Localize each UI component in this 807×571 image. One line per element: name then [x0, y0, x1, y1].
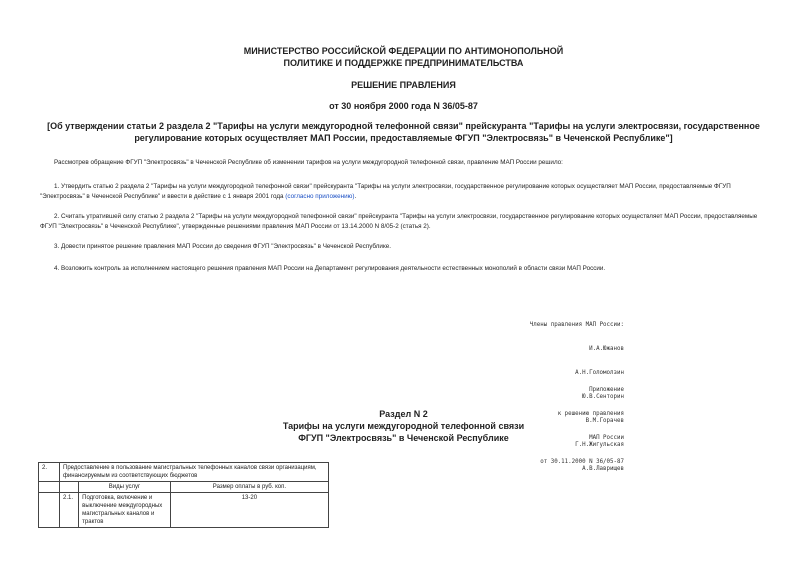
article-text-cell: Предоставление в пользование магистральных телефонных каналов связи организациям, финансируемым из соответствующих бюджетов [60, 463, 329, 482]
appendix-line2: к решению правления [557, 411, 624, 417]
appendix-line4: от 30.11.2000 N 36/05-87 [540, 459, 624, 465]
tariff-table [38, 462, 329, 528]
signature-name: И.А.Южанов [589, 346, 624, 352]
intro-paragraph: Рассмотрев обращение ФГУП "Электросвязь" в Чеченской Республике об изменении тарифов на услуги междугородной телефонной связи, правление МАП России решило: [54, 159, 563, 166]
item-1-paragraph [40, 182, 768, 202]
appendix-link[interactable]: (согласно приложению) [285, 193, 355, 200]
section-name: Тарифы на услуги междугородной телефонной связи [282, 421, 525, 431]
item-1-text: 1. Утвердить статью 2 раздела 2 "Тарифы на услуги междугородной телефонной связи" прейскуранта "Тарифы на услуги электросвязи, государственное регулирование которых осуществляет МАП России, предоставляемые ФГУП "Электросвязь" в Чеченской Республике" и ввести в действие с 1 января 2001 года [40, 183, 731, 200]
table-row [39, 493, 329, 528]
empty-cell [39, 482, 60, 493]
table-header-row [39, 482, 329, 493]
empty-cell [60, 482, 79, 493]
signature-name: Г.Н.Жигульская [575, 442, 624, 448]
signature-name: В.М.Горачев [585, 418, 624, 424]
item-rate-cell: 13-20 [170, 493, 328, 528]
decision-heading: РЕШЕНИЕ ПРАВЛЕНИЯ [351, 80, 456, 90]
ministry-name-line1: МИНИСТЕРСТВО РОССИЙСКОЙ ФЕДЕРАЦИИ ПО АНТИМОНОПОЛЬНОЙ [243, 46, 564, 56]
item-3-paragraph: 3. Довести принятое решение правления МАП России до сведения ФГУП "Электросвязь" в Чеченской Республике. [54, 243, 392, 250]
section-number: Раздел N 2 [379, 409, 428, 419]
section-provider: ФГУП "Электросвязь" в Чеченской Республике [298, 433, 509, 443]
decision-date-number: от 30 ноября 2000 года N 36/05-87 [329, 101, 478, 111]
table-row [39, 463, 329, 482]
item-1-end: . [354, 193, 357, 200]
appendix-line1: Приложение [589, 387, 624, 393]
item-2-paragraph: 2. Считать утратившей силу статью 2 раздела 2 "Тарифы на услуги междугородной телефонной связи" прейскуранта "Тарифы на услуги электросвязи, государственное регулирование которых осуществляет МАП России, предоставляемые ФГУП "Электросвязь" в Чеченской Республике", утвержденные решениями правления МАП России от 13.14.2000 N 8/05-2 (статья 2). [40, 213, 758, 230]
ministry-name-line2: ПОЛИТИКЕ И ПОДДЕРЖКЕ ПРЕДПРИНИМАТЕЛЬСТВА [283, 58, 524, 68]
item-text-cell: Подготовка, включение и выключение междугородных магистральных каналов и трактов [79, 493, 171, 528]
appendix-line3: МАП России [589, 435, 624, 441]
signature-name: А.Н.Голомолзин [575, 370, 624, 376]
signatures-heading: Члены правления МАП России: [529, 322, 624, 328]
signature-name: А.В.Лаврищев [582, 466, 624, 472]
item-4-paragraph: 4. Возложить контроль за исполнением настоящего решения правления МАП России на Департамент регулирования деятельности естественных монополий в области связи МАП России. [54, 265, 606, 272]
signature-name: Ю.В.Сенторин [582, 394, 624, 400]
item-number-cell: 2.1. [60, 493, 79, 528]
column-header-rate: Размер оплаты в руб. коп. [170, 482, 328, 493]
column-header-service: Виды услуг [79, 482, 171, 493]
empty-cell [39, 493, 60, 528]
article-number-cell: 2. [39, 463, 60, 482]
document-title: [Об утверждении статьи 2 раздела 2 "Тарифы на услуги междугородной телефонной связи" прейскуранта "Тарифы на услуги электросвязи, государственное регулирование которых осуществляет МАП России, предоставляемые ФГУП "Электросвязь" в Чеченской Республике"] [47, 121, 760, 143]
